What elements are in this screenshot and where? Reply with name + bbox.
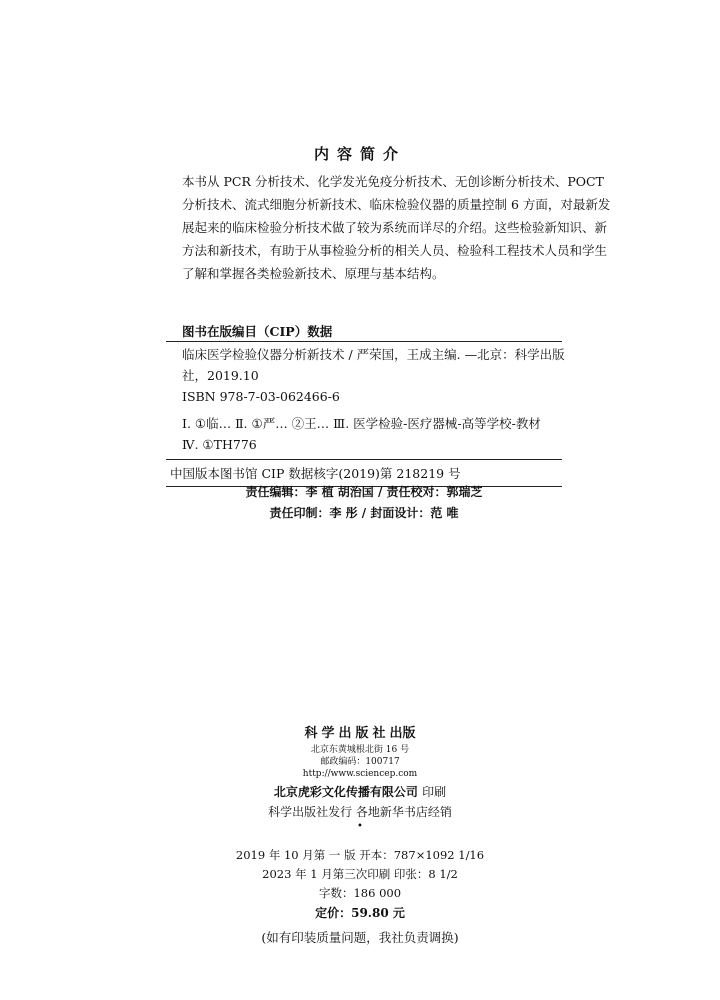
publisher-name: 科学出版社 xyxy=(304,726,390,741)
printer-name: 北京虎彩文化传播有限公司 xyxy=(273,785,418,799)
printing-line: 2023 年 1 月第三次印刷 印张：8 1/2 xyxy=(262,867,458,881)
publisher-suffix: 出版 xyxy=(389,726,416,741)
credits-production: 责任印制：李 彤 / 封面设计：范 唯 xyxy=(269,506,459,520)
summary-line: 展起来的临床检验分析技术做了较为系统而详尽的介绍。这些检验新知识、新 xyxy=(182,220,608,235)
summary-line: 分析技术、流式细胞分析新技术、临床检验仪器的质量控制 6 方面，对最新发 xyxy=(182,197,611,212)
distribution-line: 科学出版社发行 各地新华书店经销 xyxy=(268,805,452,819)
publisher-website: http://www.sciencep.com xyxy=(302,769,418,779)
cip-entry-line: 临床医学检验仪器分析新技术 / 严荣国，王成主编. —北京：科学出版 xyxy=(182,347,565,362)
cip-subjects-line: Ⅰ. ①临… Ⅱ. ①严… ②王… Ⅲ. 医学检验-医疗器械-高等学校-教材 xyxy=(182,416,541,431)
cip-subjects-line: Ⅳ. ①TH776 xyxy=(182,437,257,452)
publisher-postcode: 邮政编码：100717 xyxy=(320,757,400,767)
quality-notice: (如有印装质量问题，我社负责调换) xyxy=(261,930,459,945)
colophon xyxy=(0,722,720,949)
price: 定价：59.80 元 xyxy=(315,906,405,920)
summary-line: 了解和掌握各类检验新技术、原理与基本结构。 xyxy=(182,266,445,281)
word-count: 字数：186 000 xyxy=(318,886,402,900)
summary-text xyxy=(182,170,611,285)
cip-isbn: ISBN 978-7-03-062466-6 xyxy=(182,389,340,404)
cip-divider xyxy=(166,459,562,460)
printer-suffix: 印刷 xyxy=(422,785,447,799)
summary-line: 本书从 PCR 分析技术、化学发光免疫分析技术、无创诊断分析技术、POCT xyxy=(182,174,604,189)
cip-entry-line: 社，2019.10 xyxy=(182,368,259,383)
publisher-address: 北京东黄城根北街 16 号 xyxy=(310,745,410,755)
cip-core-data: 中国版本图书馆 CIP 数据核字(2019)第 218219 号 xyxy=(170,466,461,481)
cip-data-block xyxy=(166,341,565,487)
bullet-separator: • xyxy=(357,821,363,832)
credits-block xyxy=(166,482,562,524)
publisher-line xyxy=(0,722,720,741)
credits-editors: 责任编辑：李 植 胡治国 / 责任校对：郭瑞芝 xyxy=(245,485,483,499)
summary-line: 方法和新技术，有助于从事检验分析的相关人员、检验科工程技术人员和学生 xyxy=(182,243,608,258)
edition-line: 2019 年 10 月第 一 版 开本：787×1092 1/16 xyxy=(235,848,485,862)
cip-heading: 图书在版编目（CIP）数据 xyxy=(182,324,333,339)
summary-title: 内容简介 xyxy=(313,145,406,163)
printer-line xyxy=(0,782,720,802)
